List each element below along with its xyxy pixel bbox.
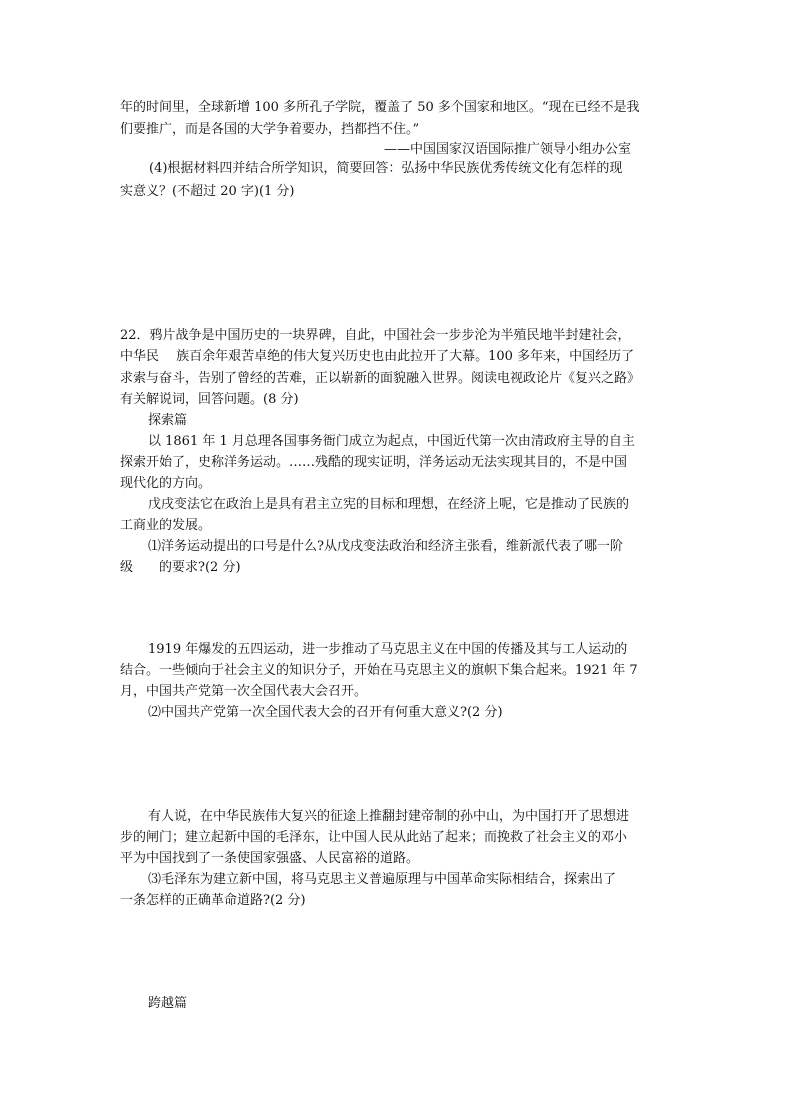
q22-question-1-line-1: ⑴洋务运动提出的口号是什么?从戊戌变法政治和经济主张看，维新派代表了哪一阶 [148, 539, 623, 554]
q22-material2-line-2: 工商业的发展。 [120, 518, 212, 533]
material4-text-line-2: 们要推广，而是各国的大学争着要办，挡都挡不住。” [120, 122, 420, 137]
q22-intro-line-2: 中华民 族百余年艰苦卓绝的伟大复兴历史也由此拉开了大幕。100 多年来，中国经历了 [120, 349, 635, 364]
q22-material4-line-1: 有人说，在中华民族伟大复兴的征途上推翻封建帝制的孙中山，为中国打开了思想进 [148, 809, 630, 824]
q22-question-2: ⑵中国共产党第一次全国代表大会的召开有何重大意义?(2 分) [148, 705, 503, 720]
q22-intro-line-1: 22．鸦片战争是中国历史的一块界碑，自此，中国社会一步步沦为半殖民地半封建社会， [120, 328, 631, 343]
q22-material1-line-1: 以 1861 年 1 月总理各国事务衙门成立为起点，中国近代第一次由清政府主导的自主 [148, 434, 635, 449]
q22-intro-line-3: 求索与奋斗，告别了曾经的苦难，正以崭新的面貌融入世界。阅读电视政论片《复兴之路》 [120, 371, 641, 386]
q22-material1-line-3: 现代化的方向。 [120, 476, 212, 491]
q22-question-1-line-2: 级 的要求?(2 分) [120, 560, 241, 575]
q22-question-3-line-2: 一条怎样的正确革命道路?(2 分) [120, 893, 306, 908]
question-4-line-2: 实意义？(不超过 20 字)(1 分) [120, 184, 295, 199]
material4-source: ——中国国家汉语国际推广领导小组办公室 [384, 142, 632, 157]
q22-material3-line-2: 结合。一些倾向于社会主义的知识分子，开始在马克思主义的旗帜下集合起来。1921 年 7 [120, 663, 638, 678]
q22-material1-line-2: 探索开始了，史称洋务运动。……残酷的现实证明，洋务运动无法实现其目的，不是中国 [120, 455, 628, 470]
q22-intro-line-4: 有关解说词，回答问题。(8 分) [120, 392, 299, 407]
q22-material2-line-1: 戊戌变法它在政治上是具有君主立宪的目标和理想，在经济上呢，它是推动了民族的 [148, 497, 630, 512]
section-explore-heading: 探索篇 [148, 413, 188, 428]
q22-material3-line-1: 1919 年爆发的五四运动，进一步推动了马克思主义在中国的传播及其与工人运动的 [148, 642, 628, 657]
q22-material3-line-3: 月，中国共产党第一次全国代表大会召开。 [120, 684, 368, 699]
material4-text-line-1: 年的时间里，全球新增 100 多所孔子学院，覆盖了 50 多个国家和地区。“现在已经不是我 [120, 100, 640, 115]
q22-material4-line-3: 平为中国找到了一条使国家强盛、人民富裕的道路。 [120, 851, 420, 866]
q22-question-3-line-1: ⑶毛泽东为建立新中国，将马克思主义普遍原理与中国革命实际相结合，探索出了 [148, 872, 617, 887]
section-leap-heading: 跨越篇 [148, 996, 188, 1011]
q22-material4-line-2: 步的闸门；建立起新中国的毛泽东，让中国人民从此站了起来；而挽救了社会主义的邓小 [120, 830, 628, 845]
question-4-line-1: (4)根据材料四并结合所学知识，简要回答：弘扬中华民族优秀传统文化有怎样的现 [149, 161, 623, 176]
